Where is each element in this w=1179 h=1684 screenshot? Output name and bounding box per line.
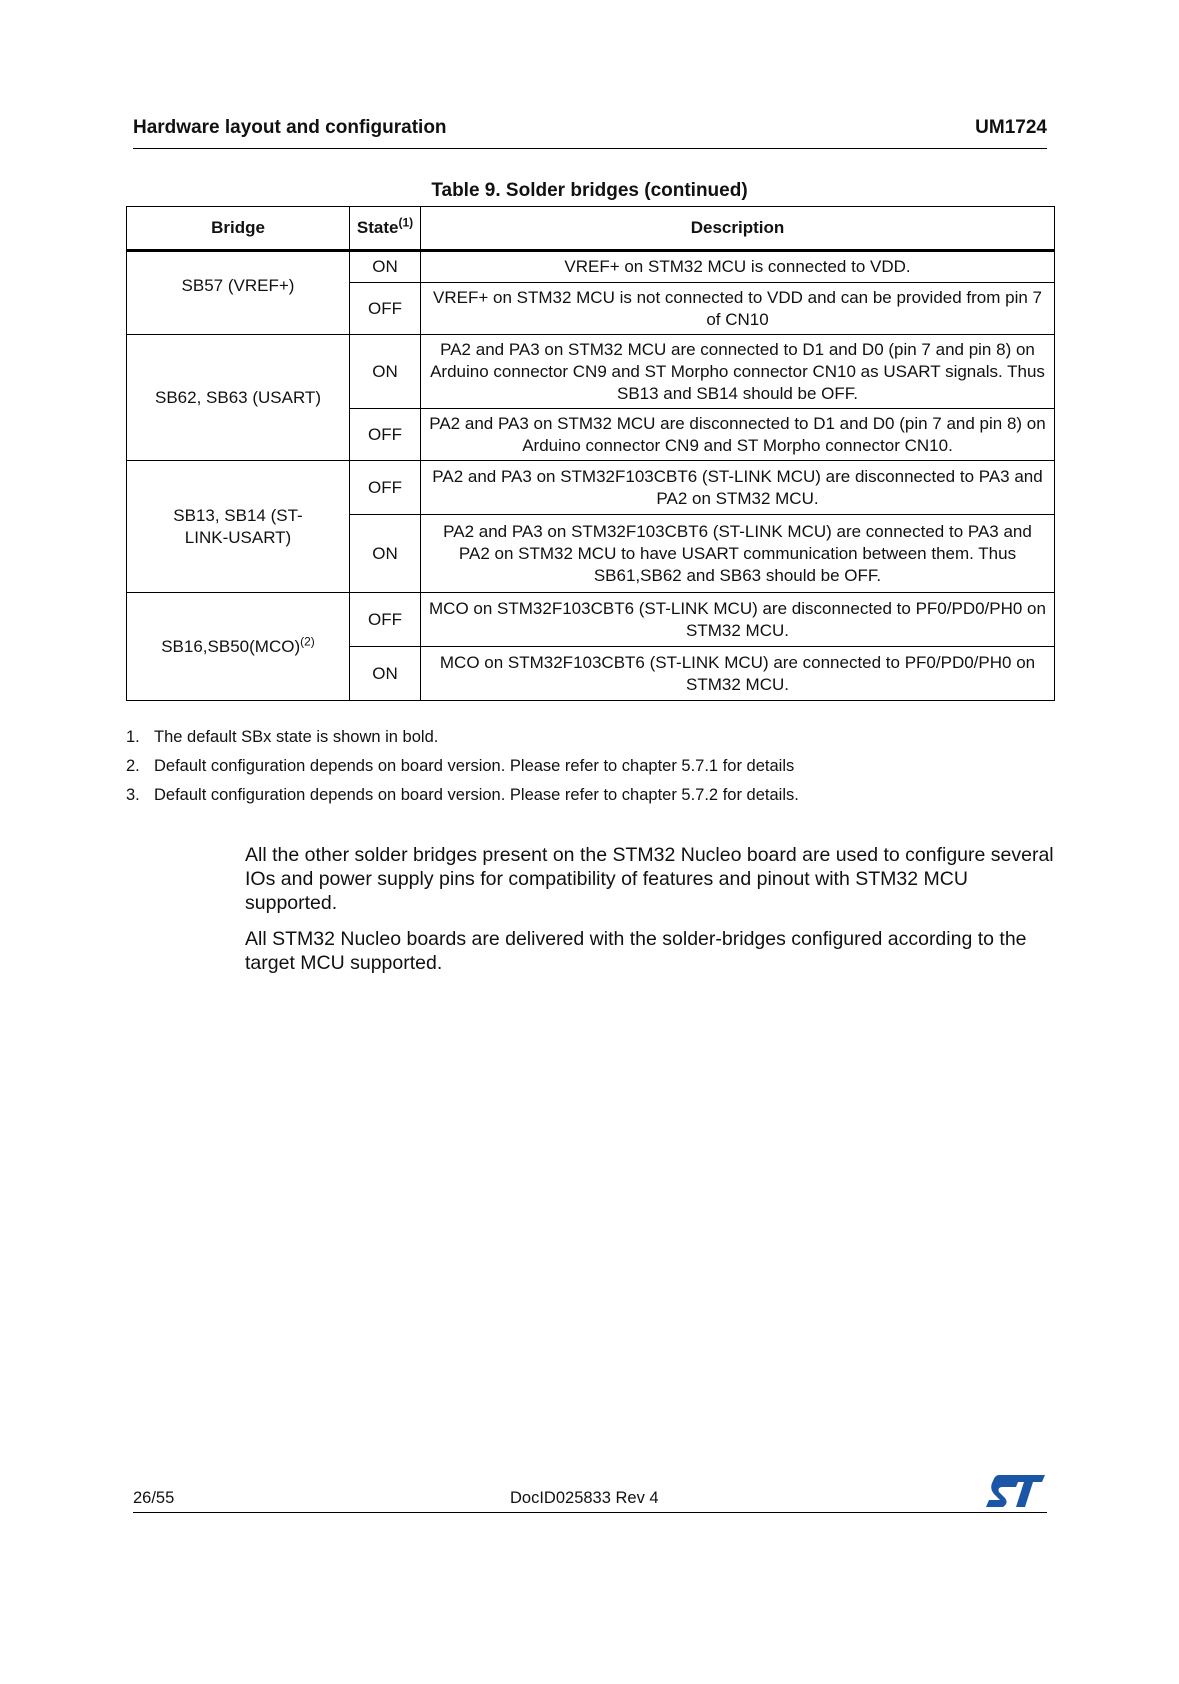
description-cell: MCO on STM32F103CBT6 (ST-LINK MCU) are connected to PF0/PD0/PH0 on STM32 MCU. — [421, 647, 1055, 701]
description-cell: PA2 and PA3 on STM32 MCU are connected to D1 and D0 (pin 7 and pin 8) on Arduino connector CN9 and ST Morpho connector CN10 as USART signals. Thus SB13 and SB14 should be OFF. — [421, 335, 1055, 409]
st-logo-icon — [985, 1473, 1047, 1514]
body-paragraph: All STM32 Nucleo boards are delivered with the solder-bridges configured according to the target MCU supported. — [245, 928, 1027, 974]
solder-bridges-table — [126, 206, 1055, 701]
footnote-number: 3. — [126, 786, 140, 804]
state-cell: OFF — [350, 593, 421, 647]
state-cell: ON — [350, 647, 421, 701]
state-cell: ON — [350, 251, 421, 283]
description-cell: PA2 and PA3 on STM32 MCU are disconnected to D1 and D0 (pin 7 and pin 8) on Arduino connector CN9 and ST Morpho connector CN10. — [421, 409, 1055, 461]
bridge-name: SB62, SB63 (USART) — [155, 387, 321, 407]
doc-id: DocID025833 Rev 4 — [510, 1489, 659, 1507]
page-number: 26/55 — [133, 1489, 175, 1507]
bridge-name: SB16,SB50(MCO) — [161, 636, 301, 656]
column-header-state — [350, 207, 421, 251]
header-rule — [133, 148, 1047, 149]
footnote-text: The default SBx state is shown in bold. — [154, 728, 439, 746]
description-cell: MCO on STM32F103CBT6 (ST-LINK MCU) are disconnected to PF0/PD0/PH0 on STM32 MCU. — [421, 593, 1055, 647]
description-cell: PA2 and PA3 on STM32F103CBT6 (ST-LINK MCU) are disconnected to PA3 and PA2 on STM32 MCU. — [421, 461, 1055, 515]
footnotes — [126, 723, 799, 810]
description-cell: PA2 and PA3 on STM32F103CBT6 (ST-LINK MCU) are connected to PA3 and PA2 on STM32 MCU to have USART communication between them. Thus SB61,SB62 and SB63 should be OFF. — [421, 515, 1055, 593]
bridge-cell — [127, 461, 350, 593]
header-section-title: Hardware layout and configuration — [133, 117, 447, 138]
table-row — [127, 335, 1055, 409]
body-paragraph: All the other solder bridges present on the STM32 Nucleo board are used to configure several IOs and power supply pins for compatibility of features and pinout with STM32 MCU supported. — [245, 844, 1054, 914]
table-row — [127, 251, 1055, 283]
footnote — [126, 752, 799, 781]
column-header-bridge: Bridge — [127, 207, 350, 251]
bridge-cell — [127, 251, 350, 335]
column-header-state-label: State — [356, 218, 399, 237]
state-cell: OFF — [350, 409, 421, 461]
table-row — [127, 461, 1055, 515]
state-cell: ON — [350, 335, 421, 409]
bridge-name: SB57 (VREF+) — [181, 276, 295, 295]
bridge-footnote-ref: (2) — [300, 633, 315, 648]
header-doc-code: UM1724 — [975, 117, 1047, 138]
footer-rule — [133, 1512, 1047, 1513]
description-cell: VREF+ on STM32 MCU is connected to VDD. — [421, 251, 1055, 283]
column-header-description: Description — [421, 207, 1055, 251]
state-footnote-ref: (1) — [398, 215, 414, 230]
footnote-number: 1. — [126, 728, 140, 746]
state-cell: OFF — [350, 283, 421, 335]
footnote-text: Default configuration depends on board version. Please refer to chapter 5.7.1 for details — [154, 757, 795, 775]
table-header-row — [127, 207, 1055, 251]
table-caption: Table 9. Solder bridges (continued) — [431, 180, 748, 201]
bridge-cell — [127, 335, 350, 461]
state-cell: OFF — [350, 461, 421, 515]
footnote — [126, 781, 799, 810]
state-cell: ON — [350, 515, 421, 593]
bridge-name: SB13, SB14 (ST-LINK-USART) — [173, 505, 303, 547]
description-cell: VREF+ on STM32 MCU is not connected to VDD and can be provided from pin 7 of CN10 — [421, 283, 1055, 335]
footnote — [126, 723, 799, 752]
footnote-text: Default configuration depends on board version. Please refer to chapter 5.7.2 for details. — [154, 786, 799, 804]
footnote-number: 2. — [126, 757, 140, 775]
table-row — [127, 593, 1055, 647]
bridge-cell — [127, 593, 350, 701]
